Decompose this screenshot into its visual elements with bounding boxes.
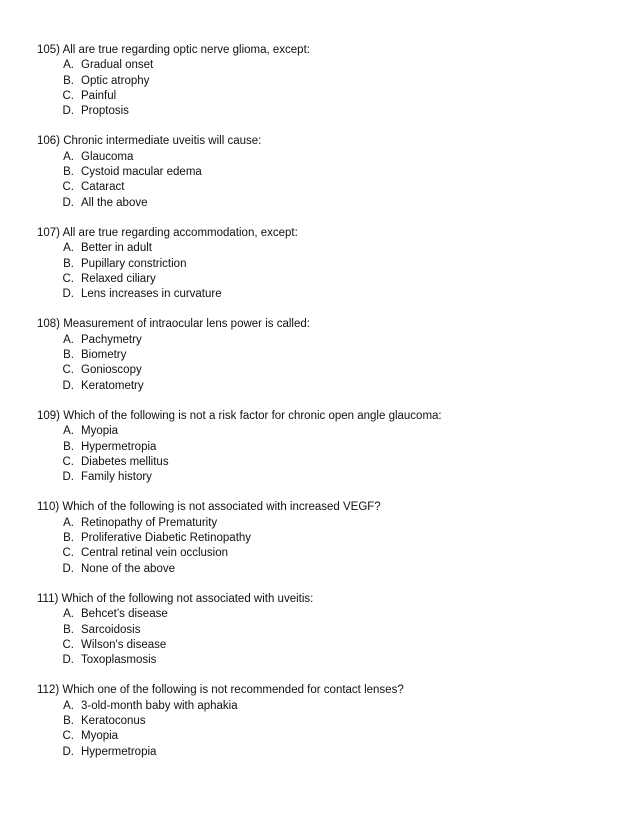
option-spacer (74, 440, 81, 455)
option-letter: D. (62, 654, 74, 667)
option-spacer (74, 150, 81, 165)
question-item (37, 317, 607, 393)
option-text: Keratoconus (81, 714, 146, 727)
option-text: Painful (81, 89, 117, 102)
answer-option (37, 470, 607, 485)
option-text: Better in adult (81, 242, 152, 255)
option-spacer (74, 241, 81, 256)
option-letter: C. (62, 547, 74, 560)
answer-option (37, 562, 607, 577)
answer-option (37, 257, 607, 272)
option-letter: A. (63, 608, 74, 621)
option-text: 3-old-month baby with aphakia (81, 699, 238, 712)
question-text: 106) Chronic intermediate uveitis will cause: (37, 135, 262, 148)
option-text: Gonioscopy (81, 364, 142, 377)
option-text: Gradual onset (81, 59, 154, 72)
option-spacer (74, 546, 81, 561)
option-text: Hypermetropia (81, 440, 157, 453)
answer-option (37, 196, 607, 211)
option-text: Toxoplasmosis (81, 654, 157, 667)
option-text: Cataract (81, 181, 125, 194)
option-text: All the above (81, 196, 148, 209)
answer-options (37, 424, 607, 485)
question-text: 112) Which one of the following is not recommended for contact lenses? (37, 684, 404, 697)
option-letter: D. (62, 745, 74, 758)
option-letter: B. (63, 166, 74, 179)
option-text: Pachymetry (81, 333, 142, 346)
option-letter: A. (63, 699, 74, 712)
option-spacer (74, 714, 81, 729)
answer-option (37, 272, 607, 287)
question-item (37, 43, 607, 119)
option-text: Proptosis (81, 105, 129, 118)
question-item (37, 226, 607, 302)
option-text: None of the above (81, 562, 175, 575)
question-text: 111) Which of the following not associated with uveitis: (37, 592, 314, 605)
option-spacer (74, 653, 81, 668)
question-item (37, 409, 607, 485)
option-letter: C. (62, 455, 74, 468)
option-text: Central retinal vein occlusion (81, 547, 229, 560)
answer-option (37, 546, 607, 561)
answer-option (37, 623, 607, 638)
answer-option (37, 58, 607, 73)
option-spacer (74, 363, 81, 378)
answer-option (37, 440, 607, 455)
question-list (37, 43, 607, 775)
option-letter: B. (63, 623, 74, 636)
option-text: Proliferative Diabetic Retinopathy (81, 532, 252, 545)
answer-option (37, 287, 607, 302)
option-text: Keratometry (81, 379, 144, 392)
option-letter: A. (63, 59, 74, 72)
answer-option (37, 241, 607, 256)
answer-option (37, 424, 607, 439)
option-spacer (74, 196, 81, 211)
answer-options (37, 607, 607, 668)
answer-option (37, 745, 607, 760)
question-text: 107) All are true regarding accommodation, except: (37, 226, 298, 239)
answer-options (37, 699, 607, 760)
option-spacer (74, 470, 81, 485)
option-letter: D. (62, 379, 74, 392)
answer-option (37, 348, 607, 363)
answer-options (37, 58, 607, 119)
option-letter: C. (62, 272, 74, 285)
option-text: Behcet’s disease (81, 608, 168, 621)
option-letter: D. (62, 471, 74, 484)
option-letter: B. (63, 349, 74, 362)
option-spacer (74, 89, 81, 104)
option-spacer (74, 348, 81, 363)
option-spacer (74, 257, 81, 272)
option-spacer (74, 333, 81, 348)
option-spacer (74, 379, 81, 394)
option-letter: B. (63, 714, 74, 727)
answer-option (37, 653, 607, 668)
question-item (37, 592, 607, 668)
option-letter: A. (63, 516, 74, 529)
option-text: Relaxed ciliary (81, 272, 156, 285)
option-text: Retinopathy of Prematurity (81, 516, 218, 529)
option-text: Family history (81, 471, 152, 484)
option-text: Cystoid macular edema (81, 166, 202, 179)
option-letter: A. (63, 425, 74, 438)
answer-option (37, 531, 607, 546)
option-letter: C. (62, 89, 74, 102)
answer-options (37, 333, 607, 394)
option-letter: C. (62, 638, 74, 651)
option-letter: B. (63, 74, 74, 87)
answer-options (37, 516, 607, 577)
option-letter: C. (62, 364, 74, 377)
option-letter: D. (62, 288, 74, 301)
option-letter: D. (62, 562, 74, 575)
answer-option (37, 699, 607, 714)
option-spacer (74, 165, 81, 180)
option-text: Diabetes mellitus (81, 455, 169, 468)
answer-option (37, 150, 607, 165)
question-item (37, 134, 607, 210)
question-text: 108) Measurement of intraocular lens power is called: (37, 318, 310, 331)
option-spacer (74, 58, 81, 73)
option-text: Sarcoidosis (81, 623, 141, 636)
option-text: Hypermetropia (81, 745, 157, 758)
option-letter: A. (63, 242, 74, 255)
option-spacer (74, 516, 81, 531)
option-letter: B. (63, 532, 74, 545)
option-spacer (74, 424, 81, 439)
answer-option (37, 74, 607, 89)
option-spacer (74, 607, 81, 622)
option-spacer (74, 562, 81, 577)
option-spacer (74, 180, 81, 195)
option-spacer (74, 638, 81, 653)
answer-option (37, 333, 607, 348)
option-letter: A. (63, 150, 74, 163)
option-text: Glaucoma (81, 150, 134, 163)
option-letter: D. (62, 196, 74, 209)
question-item (37, 500, 607, 576)
question-text: 105) All are true regarding optic nerve glioma, except: (37, 44, 310, 56)
option-spacer (74, 531, 81, 546)
question-text: 110) Which of the following is not associated with increased VEGF? (37, 501, 381, 514)
option-spacer (74, 455, 81, 470)
option-text: Biometry (81, 349, 127, 362)
answer-option (37, 104, 607, 119)
answer-option (37, 180, 607, 195)
option-letter: B. (63, 440, 74, 453)
answer-option (37, 516, 607, 531)
option-letter: D. (62, 105, 74, 118)
option-spacer (74, 699, 81, 714)
option-spacer (74, 623, 81, 638)
option-text: Myopia (81, 730, 119, 743)
answer-option (37, 89, 607, 104)
question-text: 109) Which of the following is not a risk factor for chronic open angle glaucoma: (37, 409, 442, 422)
option-spacer (74, 272, 81, 287)
option-text: Myopia (81, 425, 119, 438)
option-spacer (74, 729, 81, 744)
answer-option (37, 638, 607, 653)
answer-options (37, 150, 607, 211)
answer-option (37, 379, 607, 394)
answer-option (37, 165, 607, 180)
option-letter: B. (63, 257, 74, 270)
option-text: Wilson's disease (81, 638, 167, 651)
answer-option (37, 363, 607, 378)
option-spacer (74, 104, 81, 119)
answer-option (37, 607, 607, 622)
option-spacer (74, 745, 81, 760)
question-item (37, 683, 607, 759)
option-letter: C. (62, 181, 74, 194)
answer-option (37, 729, 607, 744)
option-text: Pupillary constriction (81, 257, 187, 270)
option-spacer (74, 287, 81, 302)
option-text: Lens increases in curvature (81, 288, 222, 301)
option-letter: C. (62, 730, 74, 743)
answer-options (37, 241, 607, 302)
option-text: Optic atrophy (81, 74, 150, 87)
option-spacer (74, 74, 81, 89)
answer-option (37, 455, 607, 470)
option-letter: A. (63, 333, 74, 346)
answer-option (37, 714, 607, 729)
